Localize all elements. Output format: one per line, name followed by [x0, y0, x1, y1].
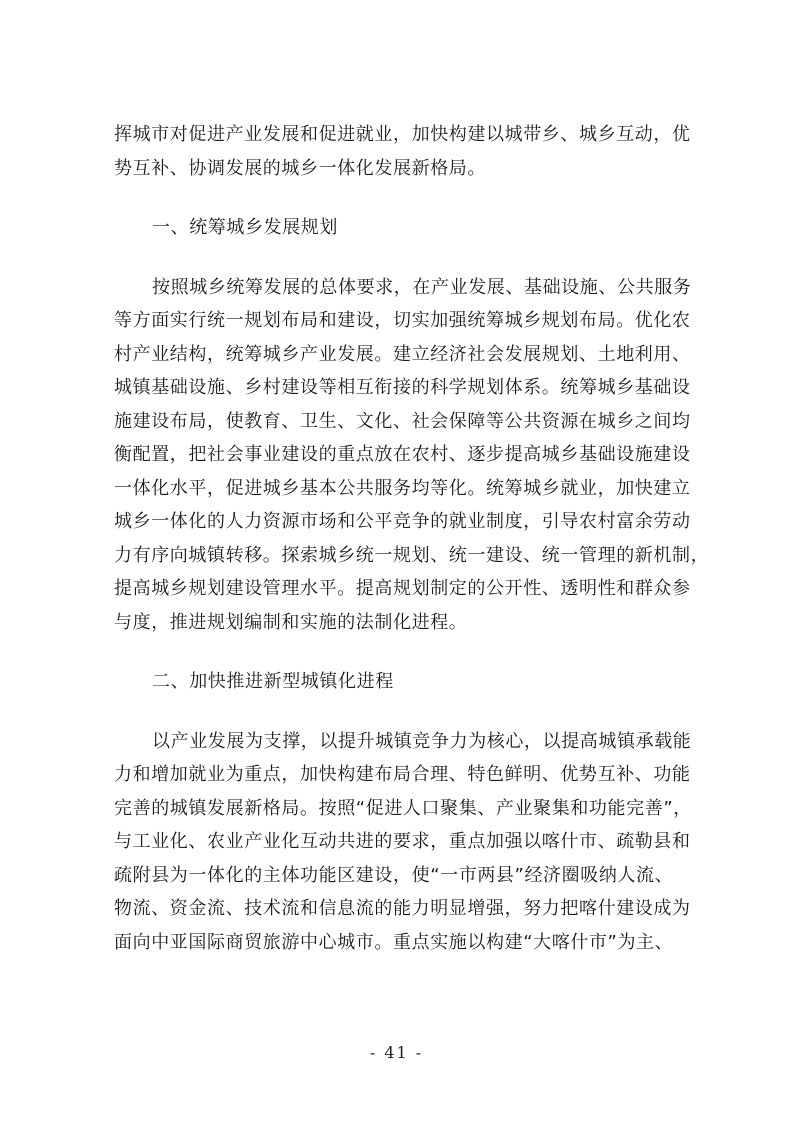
paragraph-line: 城乡一体化的人力资源市场和公平竞争的就业制度，引导农村富余劳动 [114, 511, 691, 532]
paragraph-line: 物流、资金流、技术流和信息流的能力明显增强，努力把喀什建设成为 [114, 898, 691, 919]
paragraph-line: 挥城市对促进产业发展和促进就业，加快构建以城带乡、城乡互动，优 [114, 124, 691, 145]
section-heading-1: 一、统筹城乡发展规划 [152, 217, 338, 238]
paragraph-line: 疏附县为一体化的主体功能区建设，使“一市两县”经济圈吸纳人流、 [114, 864, 674, 886]
paragraph-line: 按照城乡统筹发展的总体要求，在产业发展、基础设施、公共服务 [152, 276, 692, 298]
paragraph-line: 一体化水平，促进城乡基本公共服务均等化。统筹城乡就业，加快建立 [114, 477, 691, 499]
paragraph-line: 提高城乡规划建设管理水平。提高规划制定的公开性、透明性和群众参 [114, 578, 691, 599]
paragraph-line: 施建设布局，使教育、卫生、文化、社会保障等公共资源在城乡之间均 [114, 410, 691, 432]
paragraph-line: 城镇基础设施、乡村建设等相互衔接的科学规划体系。统筹城乡基础设 [114, 377, 691, 398]
paragraph-line: 衡配置，把社会事业建设的重点放在农村、逐步提高城乡基础设施建设 [114, 444, 691, 465]
section-heading-2: 二、加快推进新型城镇化进程 [152, 671, 394, 692]
paragraph-line: 力有序向城镇转移。探索城乡统一规划、统一建设、统一管理的新机制， [114, 544, 710, 566]
paragraph-line: 势互补、协调发展的城乡一体化发展新格局。 [114, 157, 486, 179]
paragraph-line: 面向中亚国际商贸旅游中心城市。重点实施以构建“大喀什市”为主、 [114, 931, 674, 953]
paragraph-line: 村产业结构，统筹城乡产业发展。建立经济社会发展规划、土地利用、 [114, 343, 691, 365]
paragraph-line: 完善的城镇发展新格局。按照“促进人口聚集、产业聚集和功能完善”， [114, 797, 692, 819]
page-number: - 41 - [369, 1043, 424, 1062]
paragraph-line: 与度，推进规划编制和实施的法制化进程。 [114, 611, 468, 633]
paragraph-line: 与工业化、农业产业化互动共进的要求，重点加强以喀什市、疏勒县和 [114, 831, 691, 852]
document-body [114, 118, 710, 959]
paragraph-line: 以产业发展为支撑，以提升城镇竞争力为核心，以提高城镇承载能 [152, 730, 692, 752]
paragraph-line: 等方面实行统一规划布局和建设，切实加强统筹城乡规划布局。优化农 [114, 310, 691, 331]
paragraph-line: 力和增加就业为重点，加快构建布局合理、特色鲜明、优势互补、功能 [114, 764, 691, 785]
